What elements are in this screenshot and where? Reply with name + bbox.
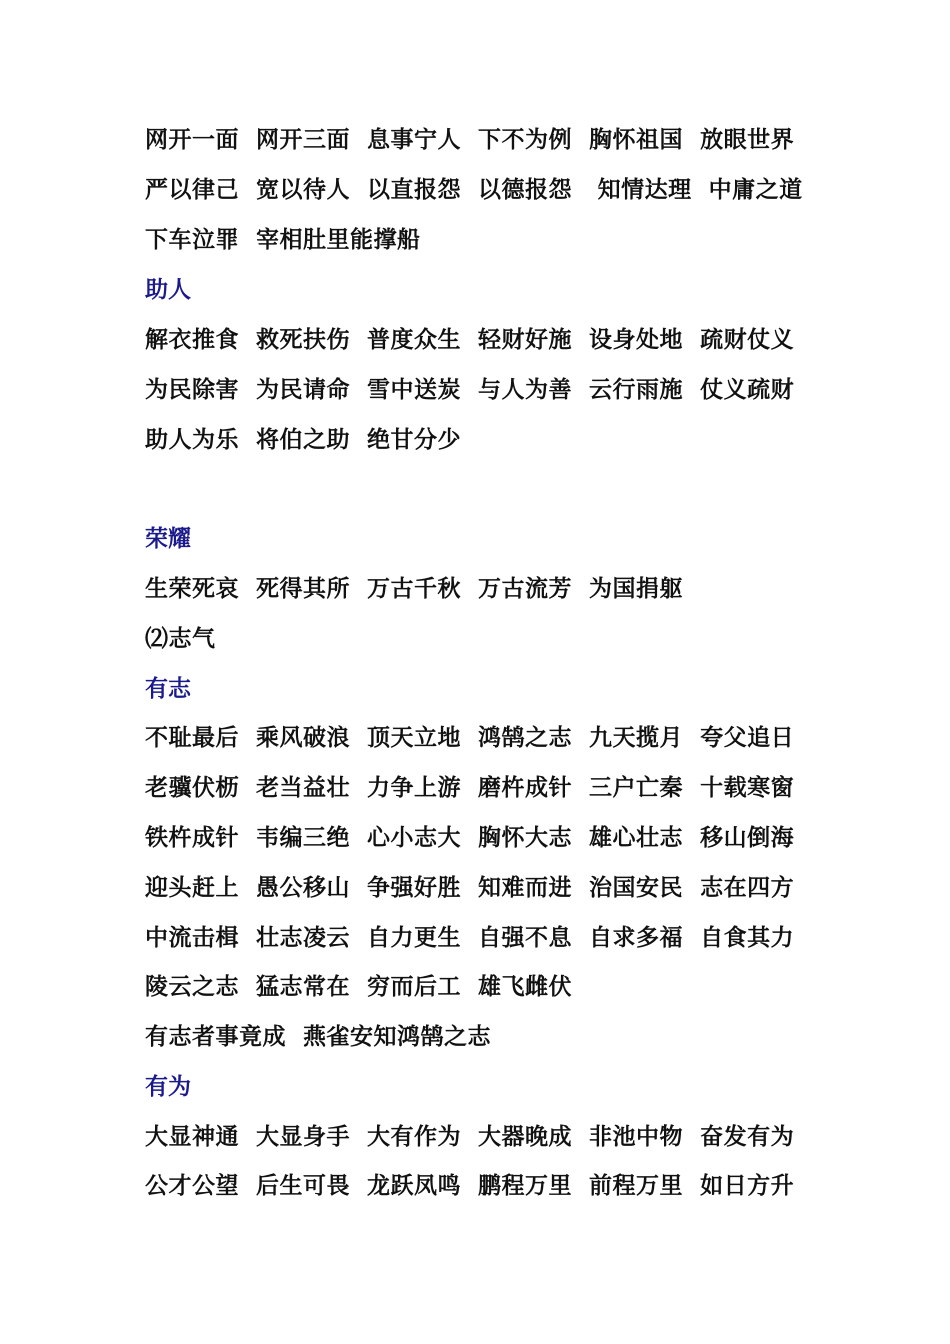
text-line: 中流击楫 壮志凌云 自力更生 自强不息 自求多福 自食其力 — [145, 925, 795, 951]
text-line: 公才公望 后生可畏 龙跃凤鸣 鹏程万里 前程万里 如日方升 — [145, 1173, 795, 1199]
text-line: 解衣推食 救死扶伤 普度众生 轻财好施 设身处地 疏财仗义 — [145, 327, 795, 353]
text-line: 网开一面 网开三面 息事宁人 下不为例 胸怀祖国 放眼世界 — [145, 127, 795, 153]
text-line: 迎头赶上 愚公移山 争强好胜 知难而进 治国安民 志在四方 — [145, 875, 795, 901]
text-line: 助人为乐 将伯之助 绝甘分少 — [145, 427, 462, 453]
section-heading-rongyao: 荣耀 — [145, 526, 191, 552]
text-line: 陵云之志 猛志常在 穷而后工 雄飞雌伏 — [145, 974, 573, 1000]
section-heading-zhuren: 助人 — [145, 277, 191, 303]
text-line: 严以律己 宽以待人 以直报怨 以德报怨 知情达理 中庸之道 — [145, 177, 803, 203]
text-line: 老骥伏枥 老当益壮 力争上游 磨杵成针 三户亡秦 十载寒窗 — [145, 775, 795, 801]
section-heading-youwei: 有为 — [145, 1074, 191, 1100]
text-line: 铁杵成针 韦编三绝 心小志大 胸怀大志 雄心壮志 移山倒海 — [145, 825, 795, 851]
text-line: 为民除害 为民请命 雪中送炭 与人为善 云行雨施 仗义疏财 — [145, 377, 795, 403]
text-line: 大显神通 大显身手 大有作为 大器晚成 非池中物 奋发有为 — [145, 1124, 795, 1150]
text-line: 不耻最后 乘风破浪 顶天立地 鸿鹄之志 九天揽月 夸父追日 — [145, 725, 795, 751]
text-line: 生荣死哀 死得其所 万古千秋 万古流芳 为国捐躯 — [145, 576, 684, 602]
text-line: 有志者事竟成 燕雀安知鸿鹄之志 — [145, 1024, 492, 1050]
section-heading-youzhi: 有志 — [145, 676, 191, 702]
text-line: 下车泣罪 宰相肚里能撑船 — [145, 227, 421, 253]
subsection-title: ⑵志气 — [145, 626, 216, 652]
